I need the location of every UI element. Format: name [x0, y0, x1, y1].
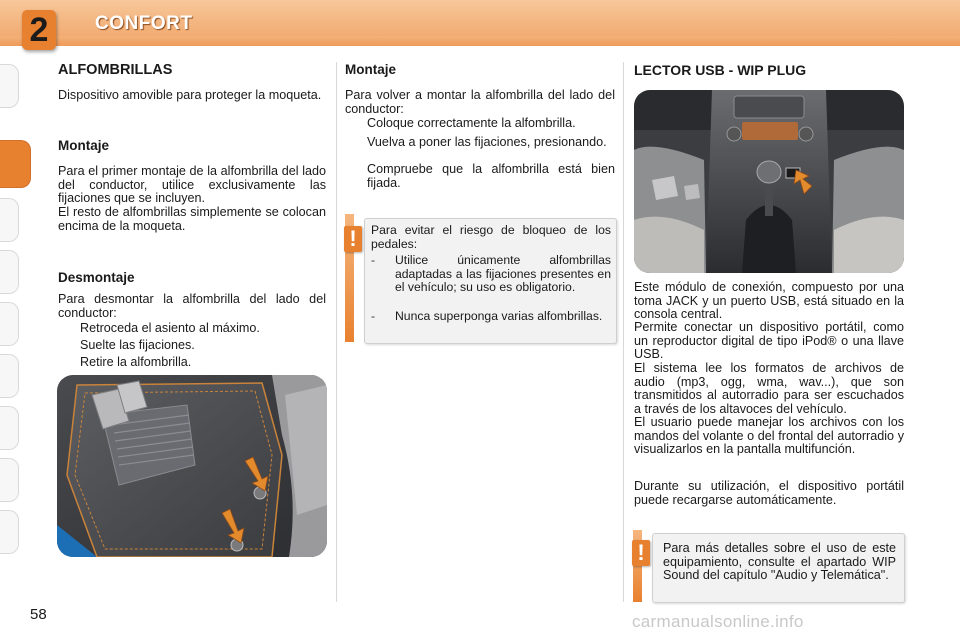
mounting-paragraph-1: Para el primer montaje de la alfombrilla del lado del conductor, utilice exclusivamente las fijaciones que se incluyen.: [58, 164, 326, 206]
header-band: [0, 36, 960, 46]
chapter-tab-3[interactable]: [0, 198, 19, 242]
removal-step-text: Suelte las fijaciones.: [80, 338, 195, 352]
dash-marker: -: [371, 309, 376, 323]
removal-step: [58, 356, 326, 370]
chapter-tab-4[interactable]: [0, 250, 19, 294]
usb-info-text: Para más detalles sobre el uso de este equipamiento, consulte el apartado WIP Sound del capítulo "Audio y Telemática".: [663, 541, 896, 583]
reinstall-intro: Para volver a montar la alfombrilla del lado del conductor:: [345, 88, 615, 116]
mounting-paragraph-2: El resto de alfombrillas simplemente se colocan encima de la moqueta.: [58, 205, 326, 233]
floor-mat-photo: [57, 375, 327, 557]
page-number: 58: [30, 606, 47, 623]
console-photo: [634, 90, 904, 273]
removal-step-text: Retire la alfombrilla.: [80, 355, 192, 369]
pedal-warning-item-text: Nunca superponga varias alfombrillas.: [395, 309, 603, 323]
chapter-tab-2-active[interactable]: [0, 140, 31, 188]
section-title-alfombrillas: ALFOMBRILLAS: [58, 62, 173, 78]
reinstall-step: [345, 163, 615, 191]
removal-step-text: Retroceda el asiento al máximo.: [80, 321, 260, 335]
warning-icon: !: [632, 540, 650, 566]
chapter-tab-strip: [0, 64, 20, 574]
chapter-tab-8[interactable]: [0, 458, 19, 502]
removal-intro: Para desmontar la alfombrilla del lado del conductor:: [58, 292, 326, 320]
usb-paragraph-3: El sistema lee los formatos de archivos de audio (mp3, ogg, wma, wav...), que son transmitidos al autorradio para ser escuchados a través de los altavoces del vehículo.: [634, 361, 904, 416]
reinstall-step-text: Vuelva a poner las fijaciones, presionando.: [367, 135, 607, 149]
reinstall-step-text: Compruebe que la alfombrilla está bien fijada.: [367, 162, 615, 190]
usb-paragraph-4: El usuario puede manejar los archivos con los mandos del volante o del frontal del autorradio y visualizarlos en la pantalla multifunción.: [634, 415, 904, 457]
subtitle-montaje-reinstall: Montaje: [345, 62, 397, 77]
usb-info-box: [652, 533, 905, 603]
reinstall-step-text: Coloque correctamente la alfombrilla.: [367, 116, 576, 130]
dash-marker: -: [371, 253, 376, 267]
chapter-tab-9[interactable]: [0, 510, 19, 554]
chapter-tab-7[interactable]: [0, 406, 19, 450]
section-title-usb: LECTOR USB - WIP PLUG: [634, 62, 807, 78]
chapter-title: CONFORT: [95, 13, 193, 34]
pedal-warning-item: [371, 310, 611, 338]
reinstall-step: [345, 117, 615, 131]
pedal-warning-box: [364, 218, 617, 344]
pedal-warning-item: [371, 254, 611, 310]
usb-paragraph-2: Permite conectar un dispositivo portátil, como un reproductor digital de tipo iPod® o una llave USB.: [634, 320, 904, 362]
watermark: carmanualsonline.info: [632, 612, 804, 631]
usb-charging-text: Durante su utilización, el dispositivo portátil puede recargarse automáticamente.: [634, 479, 904, 507]
chapter-tab-6[interactable]: [0, 354, 19, 398]
usb-paragraph-1: Este módulo de conexión, compuesto por una toma JACK y un puerto USB, está situado en la consola central.: [634, 280, 904, 322]
chapter-tab-5[interactable]: [0, 302, 19, 346]
chapter-tab-1[interactable]: [0, 64, 19, 108]
pedal-warning-item-text: Utilice únicamente alfombrillas adaptadas a las fijaciones presentes en el vehículo; su uso es obligatorio.: [395, 253, 611, 295]
chapter-badge: 2: [22, 10, 56, 50]
column-divider: [336, 62, 337, 602]
warning-icon: !: [344, 226, 362, 252]
pedal-warning-intro: Para evitar el riesgo de bloqueo de los pedales:: [371, 223, 611, 251]
reinstall-step: [345, 136, 615, 164]
removal-step: [58, 322, 326, 336]
column-divider: [623, 62, 624, 602]
subtitle-desmontaje: Desmontaje: [58, 270, 135, 285]
removal-step: [58, 339, 326, 353]
subtitle-montaje: Montaje: [58, 138, 110, 153]
intro-text: Dispositivo amovible para proteger la moqueta.: [58, 88, 322, 102]
